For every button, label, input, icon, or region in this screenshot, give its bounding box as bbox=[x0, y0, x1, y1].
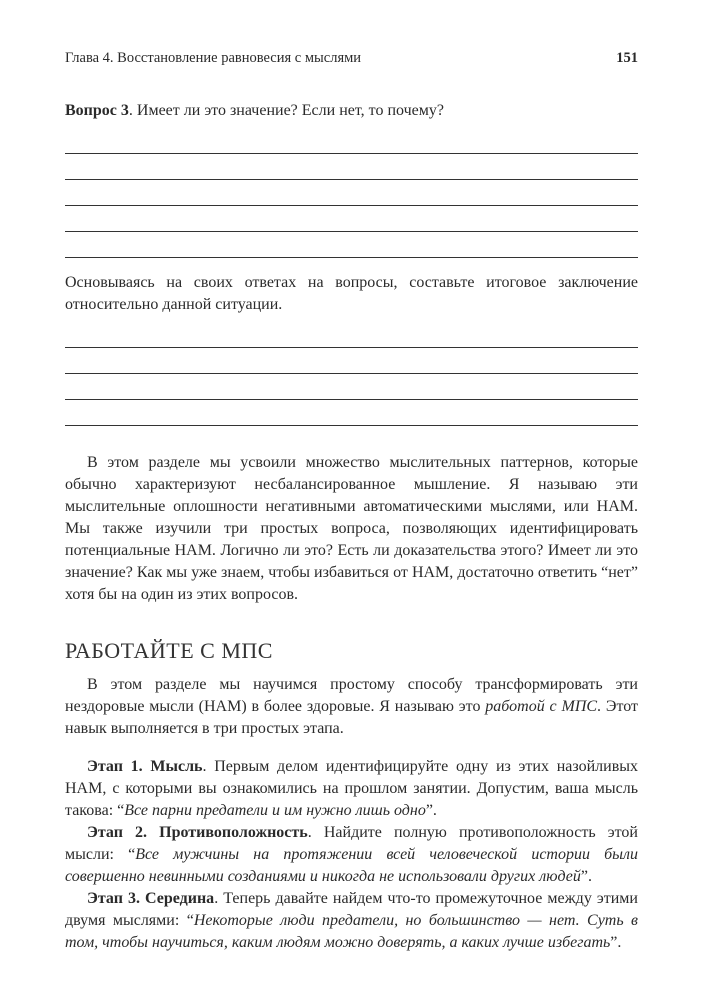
step-label: Этап 2. Противоположность bbox=[87, 824, 308, 841]
step-text: . Теперь давайте найдем что-то промежуточное между этими двумя мыслями: “ bbox=[65, 890, 638, 929]
answer-line bbox=[65, 180, 638, 206]
page-content bbox=[65, 100, 638, 954]
question-3-label: Вопрос 3 bbox=[65, 102, 129, 119]
step-3 bbox=[65, 888, 638, 954]
question-3 bbox=[65, 100, 638, 122]
answer-lines-conclusion bbox=[65, 322, 638, 426]
intro-text-before: В этом разделе мы научимся простому способу трансформировать эти нездоровые мысли (НАМ) в более здоровые. Я называю это bbox=[65, 676, 638, 715]
answer-lines-question-3 bbox=[65, 128, 638, 258]
step-end: ”. bbox=[610, 934, 622, 951]
intro-text-after: . Этот навык выполняется в три простых этапа. bbox=[65, 698, 639, 737]
section-heading: РАБОТАЙТЕ С МПС bbox=[65, 638, 273, 663]
question-3-text: . Имеет ли это значение? Если нет, то почему? bbox=[128, 102, 444, 119]
step-label: Этап 3. Середина bbox=[87, 890, 215, 907]
step-end: ”. bbox=[425, 802, 437, 819]
answer-line bbox=[65, 232, 638, 258]
step-2 bbox=[65, 822, 638, 888]
answer-line bbox=[65, 322, 638, 348]
answer-line bbox=[65, 374, 638, 400]
summary-paragraph: В этом разделе мы усвоили множество мыслительных паттернов, которые обычно характеризуют несбалансированное мышление. Я называю эти мыслительные оплошности негативными автоматическими мыслями, или НАМ. Мы также изучили три простых вопроса, позволяющих идентифицировать потенциальные НАМ. Логично ли это? Есть ли доказательства этого? Имеет ли это значение? Как мы уже знаем, чтобы избавиться от НАМ, достаточно ответить “нет” хотя бы на один из этих вопросов. bbox=[65, 454, 638, 603]
step-quote: Все мужчины на протяжении всей человеческой истории были совершенно невинными созданиями и никогда не использовали других людей bbox=[65, 846, 638, 885]
answer-line bbox=[65, 400, 638, 426]
step-text: . Найдите полную противоположность этой мысли: “ bbox=[65, 824, 638, 863]
intro-term: работой с МПС bbox=[485, 698, 598, 715]
step-text: . Первым делом идентифицируйте одну из этих назойливых НАМ, с которыми вы ознакомились на прошлом занятии. Допустим, ваша мысль такова: “ bbox=[65, 758, 639, 819]
chapter-title: Глава 4. Восстановление равновесия с мыслями bbox=[65, 50, 362, 66]
page-number: 151 bbox=[616, 50, 638, 66]
conclusion-prompt: Основываясь на своих ответах на вопросы, составьте итоговое заключение относительно данной ситуации. bbox=[65, 274, 638, 313]
step-quote: Некоторые люди предатели, но большинство — нет. Суть в том, чтобы научиться, каким людям можно доверять, а каких лучше избегать bbox=[65, 912, 638, 951]
answer-line bbox=[65, 154, 638, 180]
answer-line bbox=[65, 348, 638, 374]
section-intro bbox=[65, 674, 638, 740]
step-label: Этап 1. Мысль bbox=[87, 758, 203, 775]
step-1 bbox=[65, 756, 638, 822]
answer-line bbox=[65, 206, 638, 232]
step-end: ”. bbox=[580, 868, 592, 885]
step-quote: Все парни предатели и им нужно лишь одно bbox=[124, 802, 426, 819]
answer-line bbox=[65, 128, 638, 154]
